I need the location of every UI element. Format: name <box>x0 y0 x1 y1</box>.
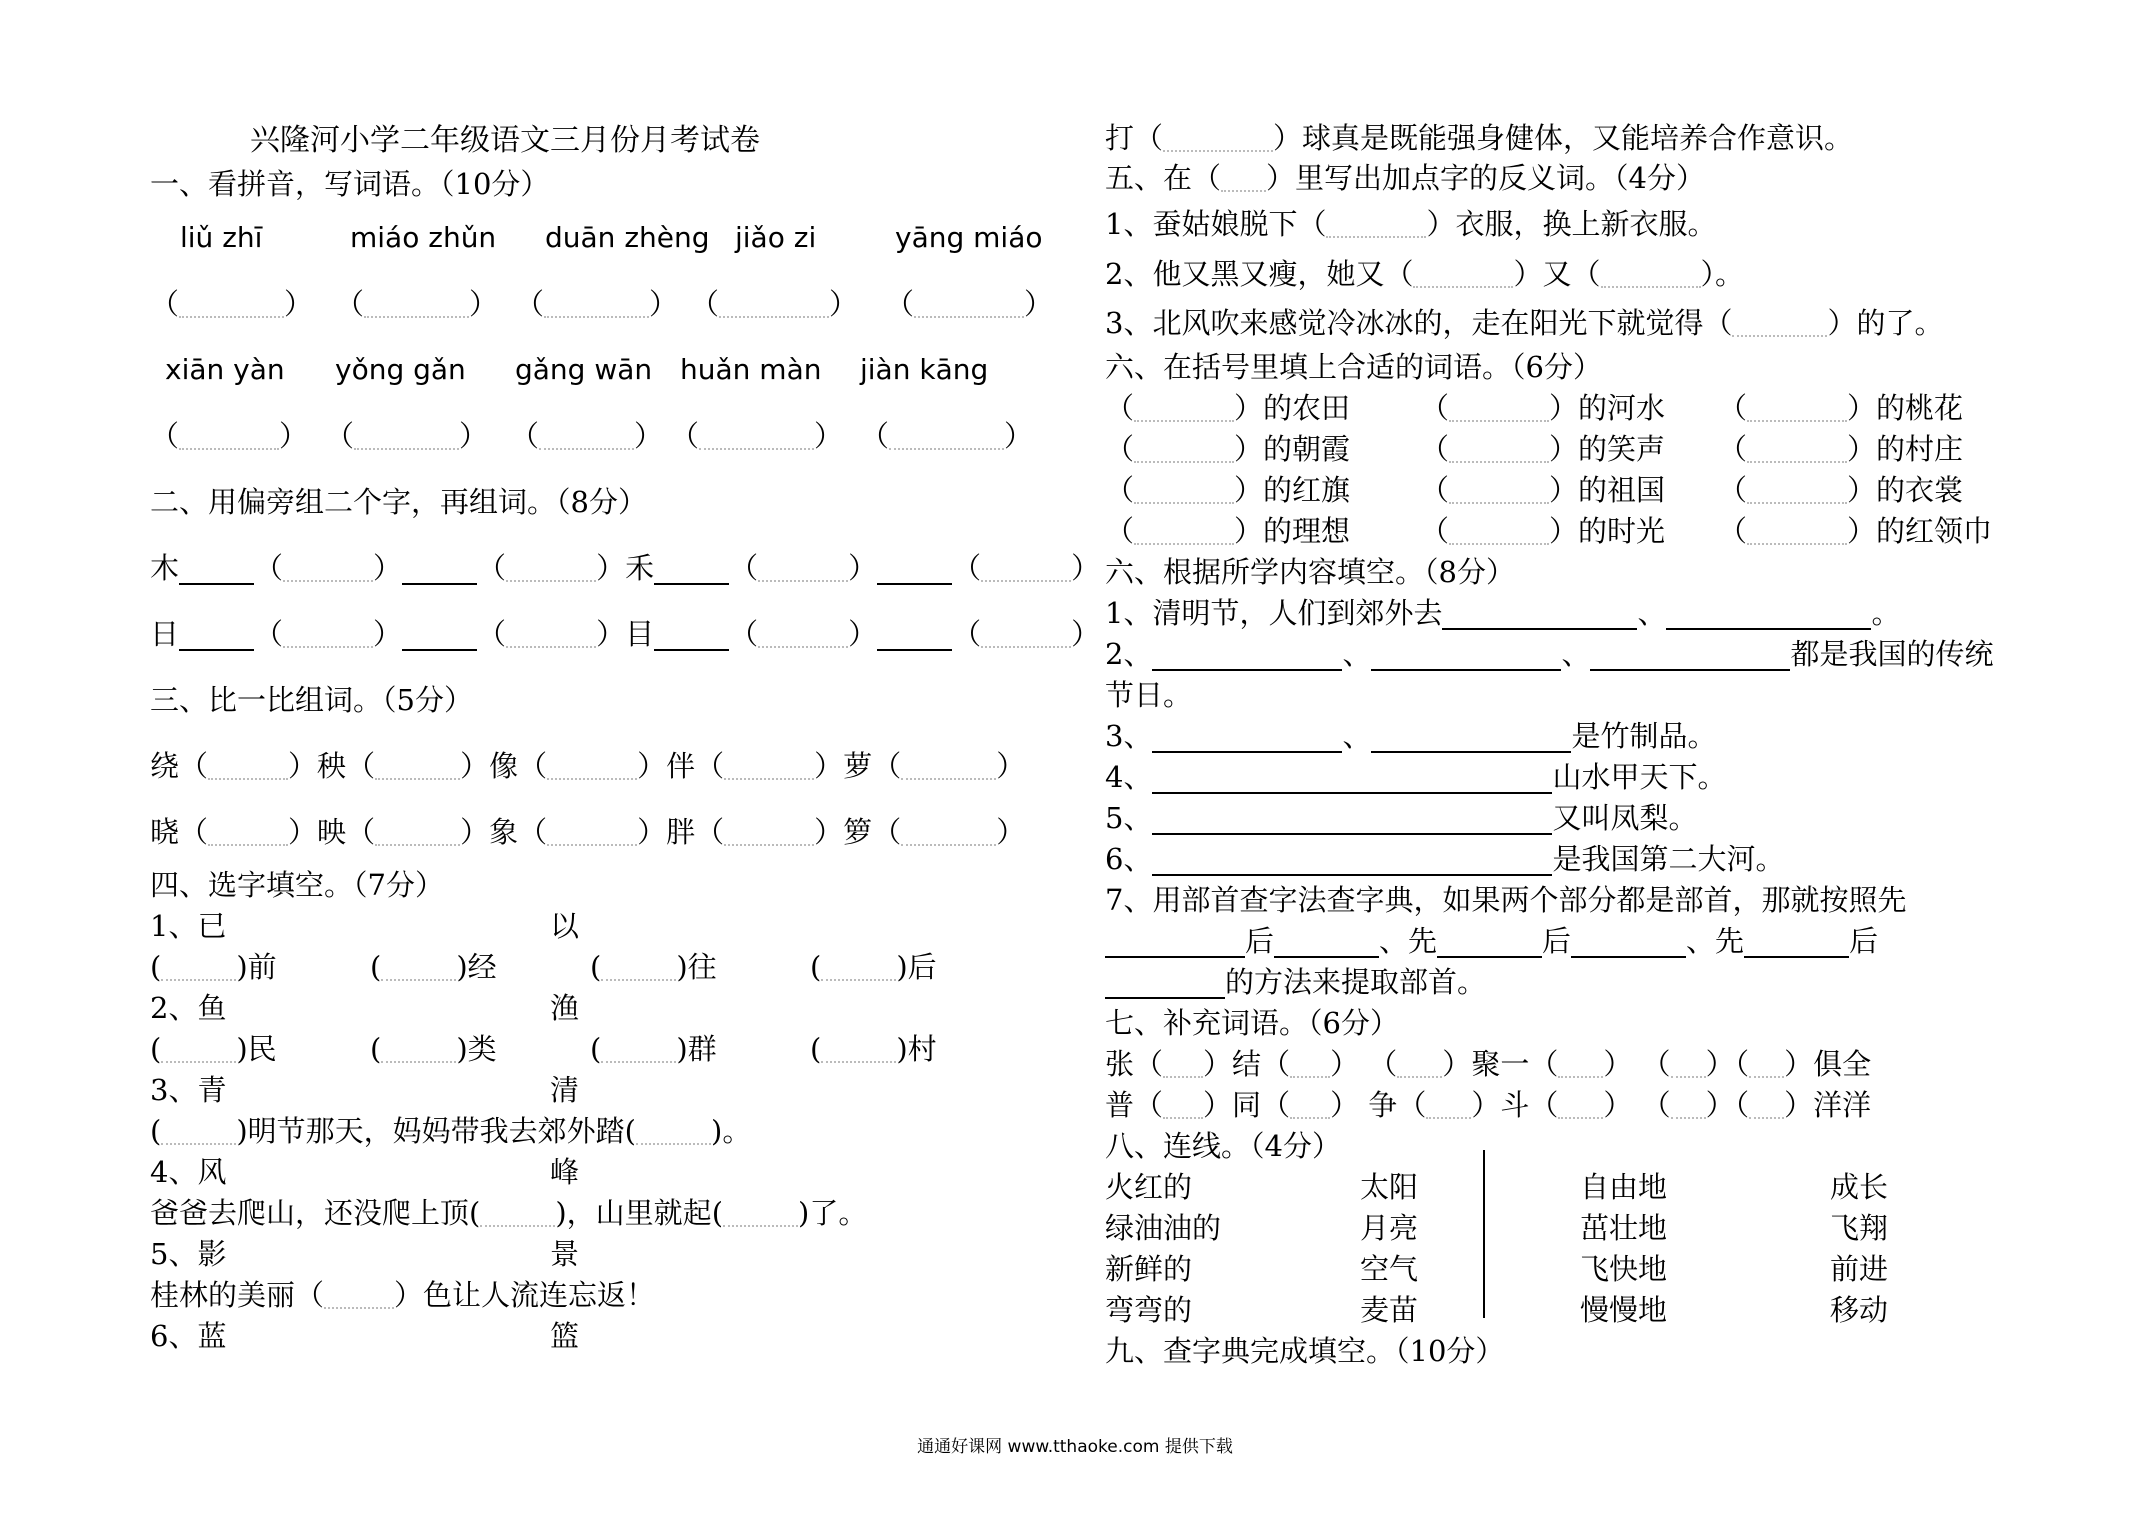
link-row: 新鲜的 空气 飞快地 前进 <box>1105 1252 1889 1286</box>
radical-row-2: 日 （ ） （ ）目 （ ） （ ） <box>150 617 1101 651</box>
section-6-heading: 六、在括号里填上合适的词语。（6分） <box>1105 350 1602 384</box>
fill-2: 2、 、 、 都是我国的传统 <box>1105 637 1994 671</box>
pinyin-item: miáo zhǔn <box>350 221 497 254</box>
q5-sentence: 桂林的美丽（ ）色让人流连忘返！ <box>150 1278 656 1312</box>
section-4-heading: 四、选字填空。（7分） <box>150 868 444 902</box>
q1-pair: 1、已 以 <box>150 909 580 943</box>
q5-1: 1、蚕姑娘脱下（ ）衣服，换上新衣服。 <box>1105 207 1717 241</box>
radical-row-1: 木 （ ） （ ）禾 （ ） （ ） <box>150 551 1101 585</box>
pinyin-item: jiǎo zi <box>735 221 817 254</box>
pinyin-item: duān zhèng <box>545 221 710 254</box>
idiom-row-1: 张（ ）结（ ） （ ）聚一（ ） （ ）（ ）俱全 <box>1105 1047 1872 1081</box>
pinyin-row-1 <box>150 205 1070 271</box>
fill-2-cont: 节日。 <box>1105 678 1193 712</box>
pinyin-item: yāng miáo <box>895 221 1043 254</box>
fill-6: 6、 是我国第二大河。 <box>1105 842 1785 876</box>
section-5-heading: 五、在（ ）里写出加点字的反义词。（4分） <box>1105 161 1705 195</box>
grid6-row: （ ）的红旗 （ ）的祖国 （ ）的衣裳 <box>1105 473 1964 507</box>
matching-divider <box>1483 1150 1485 1318</box>
section-6b-heading: 六、根据所学内容填空。（8分） <box>1105 555 1515 589</box>
grid6-row: （ ）的理想 （ ）的时光 （ ）的红领巾 <box>1105 514 1993 548</box>
answer-row-2: （ ） （ ） （ ） （ ） （ ） <box>150 419 1034 453</box>
idiom-row-2: 普（ ）同（ ） 争（ ）斗（ ） （ ）（ ）洋洋 <box>1105 1088 1872 1122</box>
link-row: 绿油油的 月亮 茁壮地 飞翔 <box>1105 1211 1889 1245</box>
pinyin-item: xiān yàn <box>165 353 285 386</box>
q2-blanks: ( )民 ( )类 ( )群 ( )村 <box>150 1032 937 1066</box>
q5-2: 2、他又黑又瘦，她又（ ）又（ ）。 <box>1105 257 1745 291</box>
pinyin-row-2 <box>150 337 1070 403</box>
section-7-heading: 七、补充词语。（6分） <box>1105 1006 1399 1040</box>
pinyin-item: gǎng wān <box>515 353 653 386</box>
section-8-heading: 八、连线。（4分） <box>1105 1129 1341 1163</box>
fill-5: 5、 又叫凤梨。 <box>1105 801 1698 835</box>
left-column <box>150 118 1101 1357</box>
pinyin-item: jiàn kāng <box>860 353 989 386</box>
r0-line: 打（ ）球真是既能强身健体，又能培养合作意识。 <box>1105 121 1854 155</box>
footer-credit: 通通好课网 www.tthaoke.com 提供下载 <box>917 1437 1233 1457</box>
grid6-row: （ ）的朝霞 （ ）的笑声 （ ）的村庄 <box>1105 432 1964 466</box>
q3-pair: 3、青 清 <box>150 1073 580 1107</box>
pinyin-item: liǔ zhī <box>180 221 263 254</box>
answer-row-1: （ ） （ ） （ ） （ ） （ ） <box>150 287 1054 321</box>
q1-blanks: ( )前 ( )经 ( )往 ( )后 <box>150 950 937 984</box>
compare-row-1: 绕（ ）秧（ ）像（ ）伴（ ）萝（ ） <box>150 749 1026 783</box>
q2-pair: 2、鱼 渔 <box>150 991 580 1025</box>
link-row: 火红的 太阳 自由地 成长 <box>1105 1170 1889 1204</box>
section-2-heading: 二、用偏旁组二个字，再组词。（8分） <box>150 485 647 519</box>
page-title: 兴隆河小学二年级语文三月份月考试卷 <box>250 123 760 158</box>
pinyin-item: huǎn màn <box>680 353 822 386</box>
fill-7-end: 的方法来提取部首。 <box>1105 962 2035 1003</box>
q6-pair: 6、蓝 篮 <box>150 1319 580 1353</box>
grid6-row: （ ）的农田 （ ）的河水 （ ）的桃花 <box>1105 391 1964 425</box>
q4-sentence: 爸爸去爬山，还没爬上顶( )，山里就起( )了。 <box>150 1196 868 1230</box>
compare-row-2: 晓（ ）映（ ）象（ ）胖（ ）箩（ ） <box>150 815 1026 849</box>
fill-7: 7、用部首查字法查字典，如果两个部分都是部首，那就按照先 <box>1105 883 1907 917</box>
fill-3: 3、 、 是竹制品。 <box>1105 719 1717 753</box>
q5-pair: 5、影 景 <box>150 1237 580 1271</box>
fill-1: 1、清明节，人们到郊外去 、 。 <box>1105 596 1901 630</box>
q5-3: 3、北风吹来感觉冷冰冰的，走在阳光下就觉得（ ）的了。 <box>1105 306 1944 340</box>
fill-7-cont: 后 、先 后 、先 后 <box>1105 921 2035 962</box>
link-row: 弯弯的 麦苗 慢慢地 移动 <box>1105 1293 1889 1327</box>
q3-sentence: ( )明节那天，妈妈带我去郊外踏( )。 <box>150 1114 752 1148</box>
right-column <box>1105 118 2035 1372</box>
q4-pair: 4、风 峰 <box>150 1155 580 1189</box>
section-3-heading: 三、比一比组词。（5分） <box>150 683 473 717</box>
section-1-heading: 一、看拼音，写词语。（10分） <box>150 167 550 201</box>
fill-4: 4、 山水甲天下。 <box>1105 760 1727 794</box>
section-9-heading: 九、查字典完成填空。（10分） <box>1105 1334 1505 1368</box>
pinyin-item: yǒng gǎn <box>335 353 466 386</box>
